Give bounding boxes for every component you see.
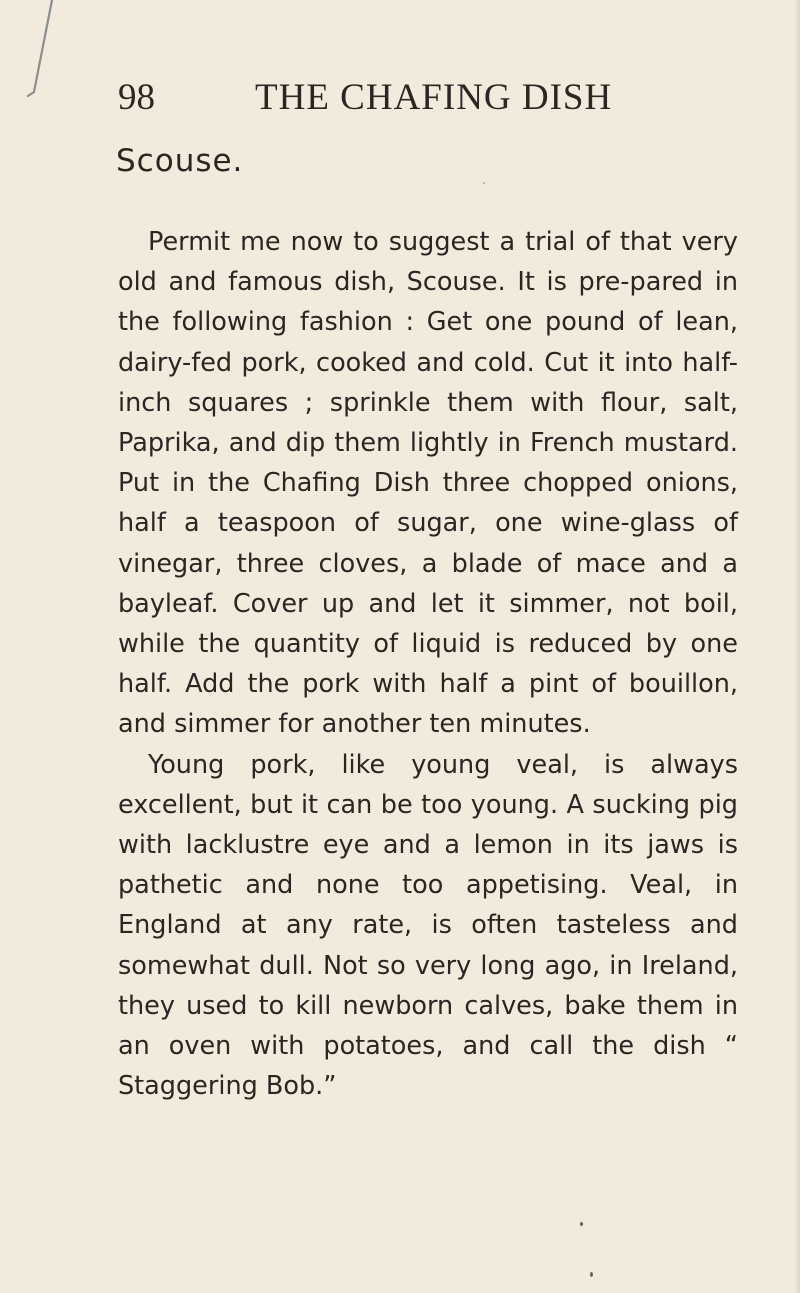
- body-text: [118, 222, 738, 1106]
- paper-speck: [590, 1272, 593, 1277]
- section-title: Scouse.: [116, 143, 244, 179]
- running-head: THE CHAFING DISH: [255, 77, 613, 118]
- page-edge-shadow: [794, 0, 800, 1293]
- paper-speck: [580, 1222, 583, 1226]
- page-header: [118, 76, 618, 126]
- pencil-mark: [0, 0, 70, 110]
- page-number: 98: [118, 77, 155, 118]
- paragraph: Permit me now to suggest a trial of that very old and famous dish, Scouse. It is pre-pared in the following fashion : Get one pound of lean, dairy-fed pork, cooked and cold. Cut it into half-inch squares ; sprinkle them with flour, salt, Paprika, and dip them lightly in French mustard. Put in the Chafing Dish three chopped onions, half a teaspoon of sugar, one wine-glass of vinegar, three cloves, a blade of mace and a bayleaf. Cover up and let it simmer, not boil, while the quantity of liquid is reduced by one half. Add the pork with half a pint of bouillon, and simmer for another ten minutes.: [118, 227, 738, 740]
- paper-speck: [483, 182, 485, 184]
- paragraph: Young pork, like young veal, is always excellent, but it can be too young. A sucking pig with lacklustre eye and a lemon in its jaws is pathetic and none too appetising. Veal, in England at any rate, is often tasteless and somewhat dull. Not so very long ago, in Ireland, they used to kill newborn calves, bake them in an oven with potatoes, and call the dish “ Staggering Bob.”: [118, 749, 738, 1102]
